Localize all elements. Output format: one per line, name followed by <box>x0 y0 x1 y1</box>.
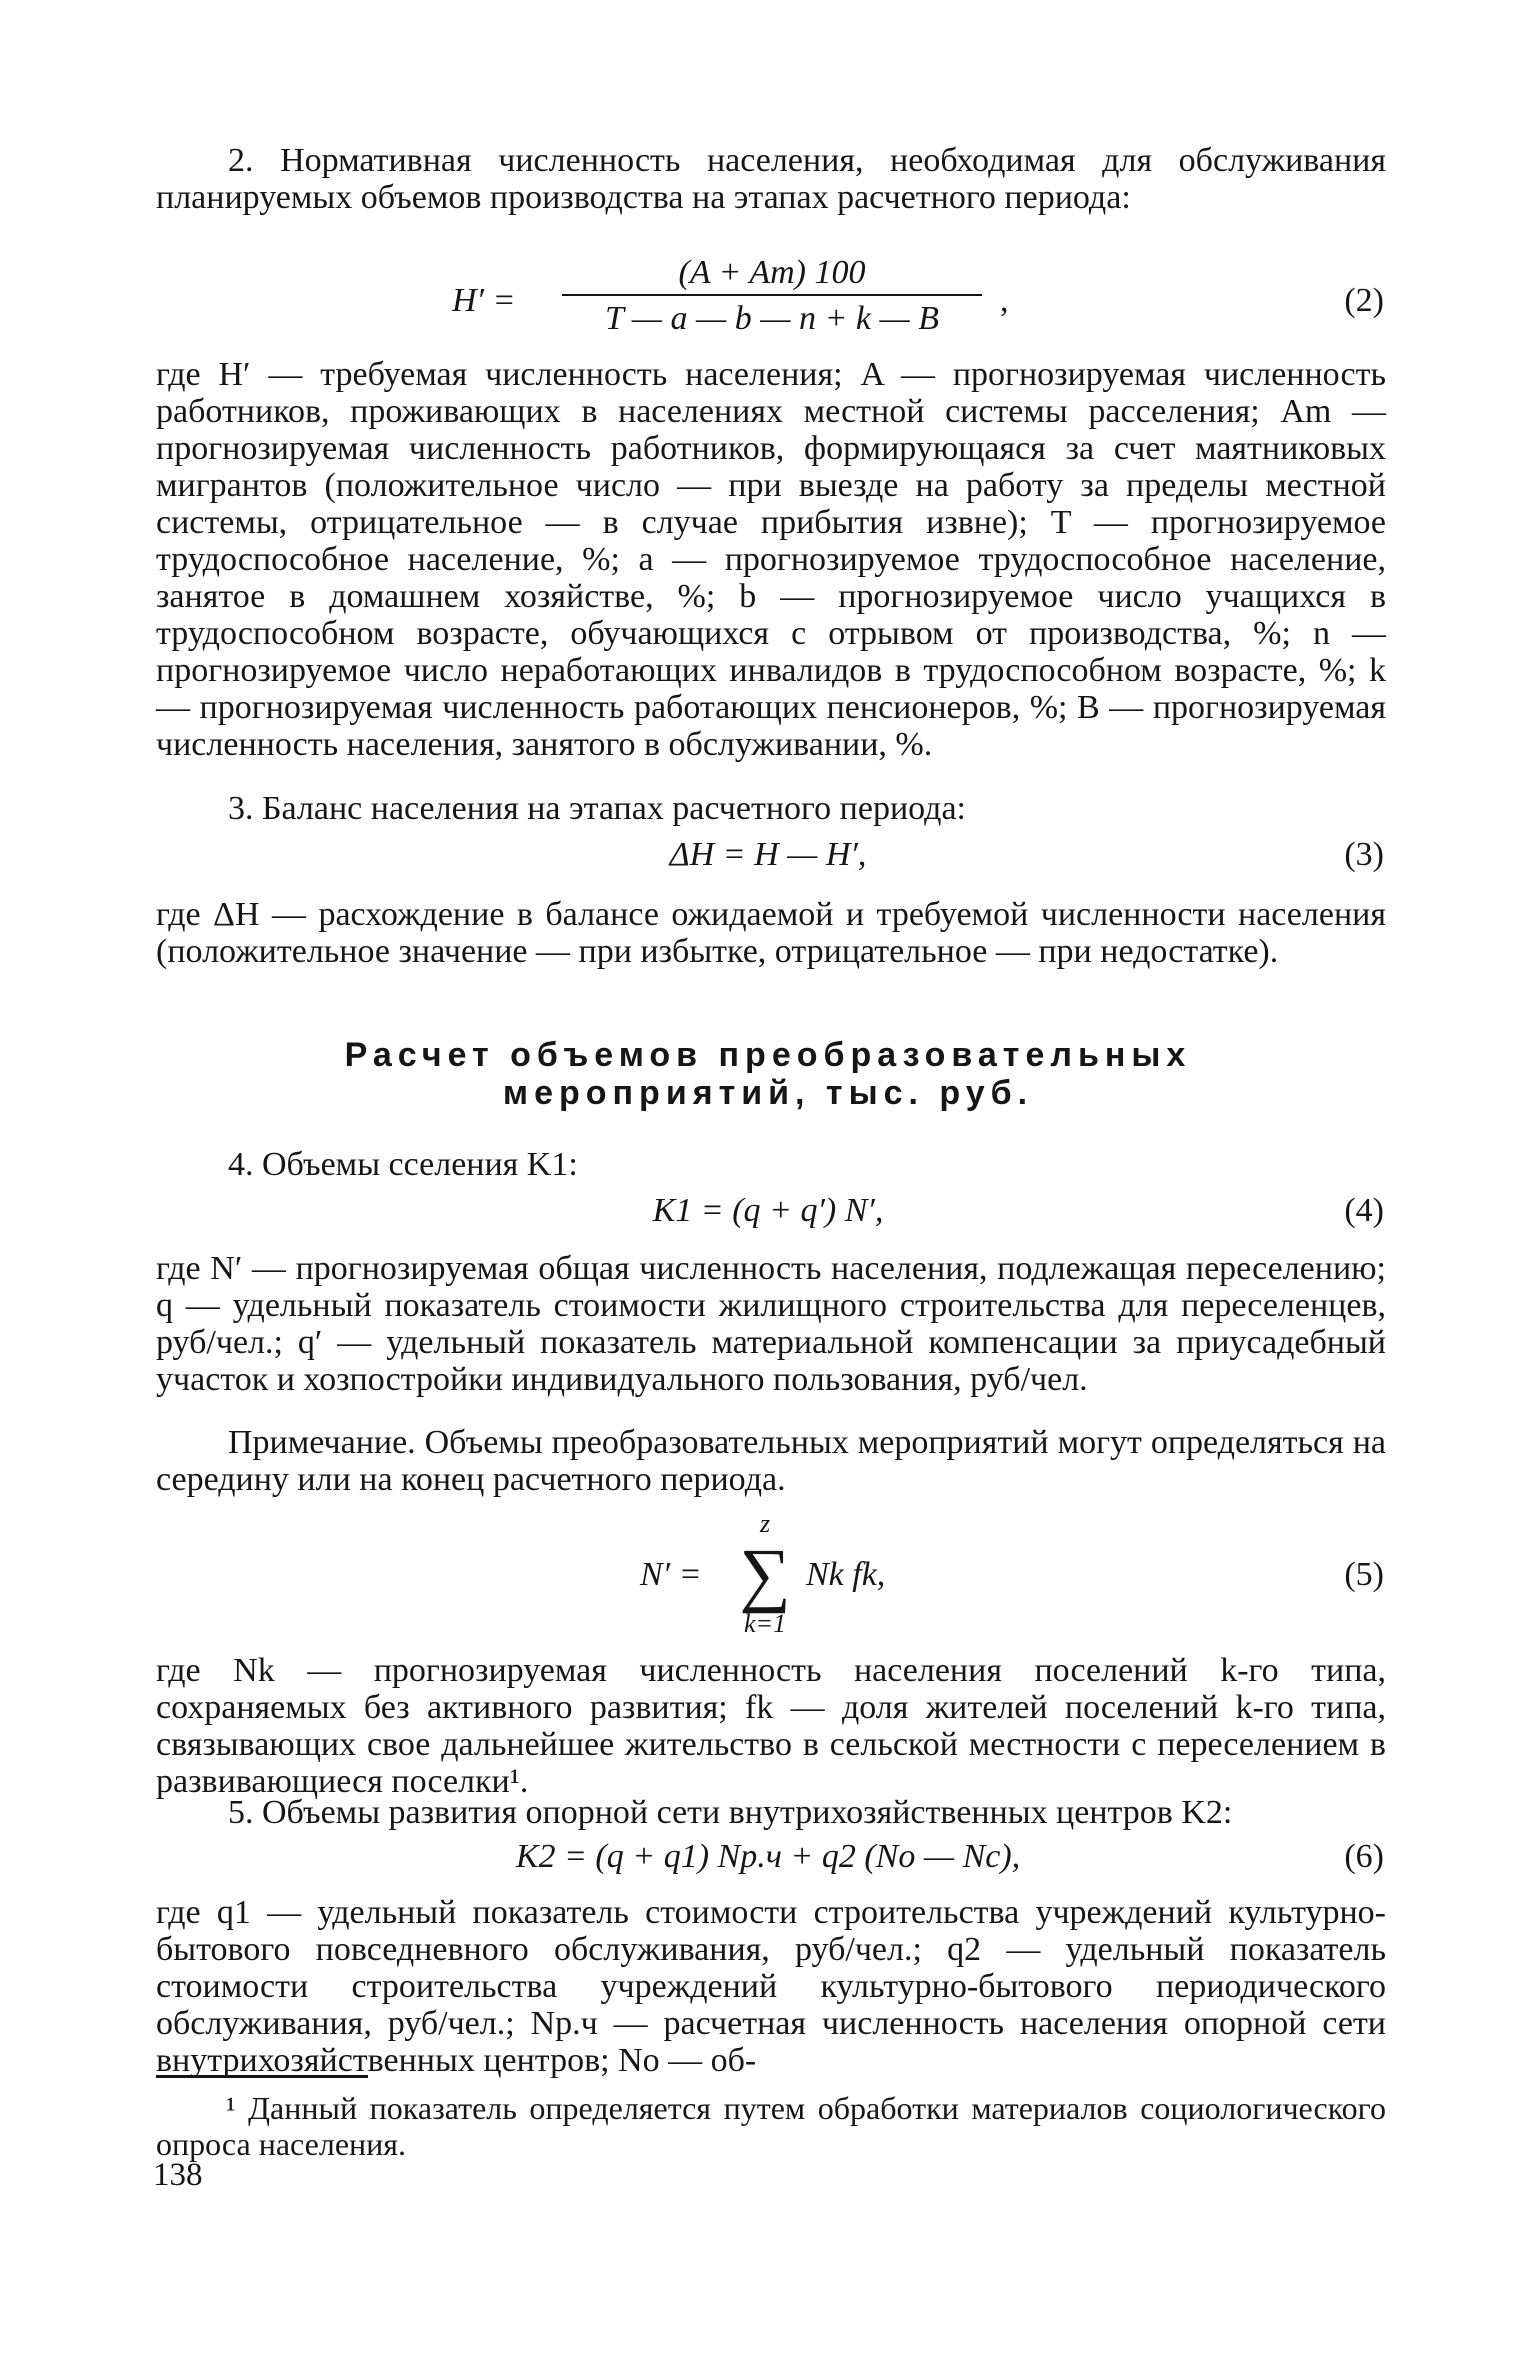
paragraph-development: 5. Объемы развития опорной сети внутрихозяйственных центров K2: <box>228 1794 1233 1831</box>
formula-5-lower-limit: k=1 <box>743 1609 787 1638</box>
formula-6-number: (6) <box>1344 1838 1384 1875</box>
paragraph-intro: 2. Нормативная численность населения, необходимая для обслуживания планируемых объемов производства на этапах расчетного периода: <box>156 142 1386 216</box>
formula-2-denominator: T — a — b — n + k — B <box>604 300 940 337</box>
formula-3-body: ΔH = H — H′, <box>669 836 867 873</box>
formula-5-upper-limit: z <box>759 1509 771 1538</box>
paragraph-where-4: где N′ — прогнозируемая общая численность населения, подлежащая переселению; q — удельный показатель стоимости жилищного строительства для переселенцев, руб/чел.; q′ — удельный показатель материальной компенсации за приусадебный участок и хозпостройки индивидуального пользования, руб/чел. <box>156 1250 1386 1398</box>
page-number: 138 <box>153 2157 203 2193</box>
paragraph-where-6: где q1 — удельный показатель стоимости строительства учреждений культурно-бытового повседневного обслуживания, руб/чел.; q2 — удельный показатель стоимости строительства учреждений культурно-бытового периодического обслуживания, руб/чел.; Nр.ч — расчетная численность населения опорной сети внутрихозяйственных центров; No — об- <box>156 1894 1386 2079</box>
footnote: ¹ Данный показатель определяется путем обработки материалов социологического опроса населения. <box>156 2090 1386 2162</box>
formula-2-fraction <box>562 254 982 338</box>
paragraph-where-2: где H′ — требуемая численность населения; A — прогнозируемая численность работников, проживающих в населениях местной системы расселения; Am — прогнозируемая численность работников, формирующаяся за счет маятниковых мигрантов (положительное число — при выезде на работу за пределы местной системы, отрицательное — в случае прибытия извне); T — прогнозируемое трудоспособное население, %; a — прогнозируемое трудоспособное население, занятое в домашнем хозяйстве, %; b — прогнозируемое число учащихся в трудоспособном возрасте, обучающихся с отрывом от производства, %; n — прогнозируемое число неработающих инвалидов в трудоспособном возрасте, %; k — прогнозируемая численность работающих пенсионеров, %; B — прогнозируемая численность населения, занятого в обслуживании, %. <box>156 356 1386 763</box>
formula-3-number: (3) <box>1344 836 1384 873</box>
section-heading-line-1: Расчет объемов преобразовательных <box>344 1036 1192 1074</box>
paragraph-volumes: 4. Объемы сселения K1: <box>228 1146 578 1183</box>
formula-6 <box>0 1828 1536 1898</box>
paragraph-balance: 3. Баланс населения на этапах расчетного периода: <box>228 790 966 827</box>
paragraph-where-5: где Nk — прогнозируемая численность населения поселений k-го типа, сохраняемых без активного развития; fk — доля жителей поселений k-го типа, связывающих свое дальнейшее жительство в сельской местности с переселением в развивающиеся поселки¹. <box>156 1652 1386 1800</box>
section-heading <box>0 1036 1536 1112</box>
formula-2-number: (2) <box>1344 282 1384 319</box>
formula-5-term: Nk fk, <box>806 1556 886 1593</box>
formula-2-numerator: (A + Am) 100 <box>562 254 982 296</box>
section-heading-line-2: мероприятий, тыс. руб. <box>502 1074 1034 1112</box>
footnote-divider <box>156 2075 368 2078</box>
formula-3 <box>0 826 1536 896</box>
formula-5-number: (5) <box>1344 1556 1384 1593</box>
formula-5 <box>0 1510 1536 1640</box>
formula-5-lhs: N′ = <box>640 1556 702 1593</box>
paragraph-where-3: где ΔH — расхождение в балансе ожидаемой и требуемой численности населения (положительное значение — при избытке, отрицательное — при недостатке). <box>156 896 1386 970</box>
sigma-icon: ∑ <box>739 1534 791 1614</box>
paragraph-note: Примечание. Объемы преобразовательных мероприятий могут определяться на середину или на конец расчетного периода. <box>156 1424 1386 1498</box>
formula-4-number: (4) <box>1344 1192 1384 1229</box>
formula-2-lhs: H′ = <box>452 282 516 319</box>
formula-5-summation <box>730 1510 800 1638</box>
formula-4-body: K1 = (q + q′) N′, <box>652 1192 884 1229</box>
formula-6-body: K2 = (q + q1) Nр.ч + q2 (No — Nc), <box>515 1838 1021 1875</box>
formula-2 <box>0 254 1536 344</box>
formula-4 <box>0 1182 1536 1252</box>
formula-2-trail: , <box>1000 282 1009 319</box>
